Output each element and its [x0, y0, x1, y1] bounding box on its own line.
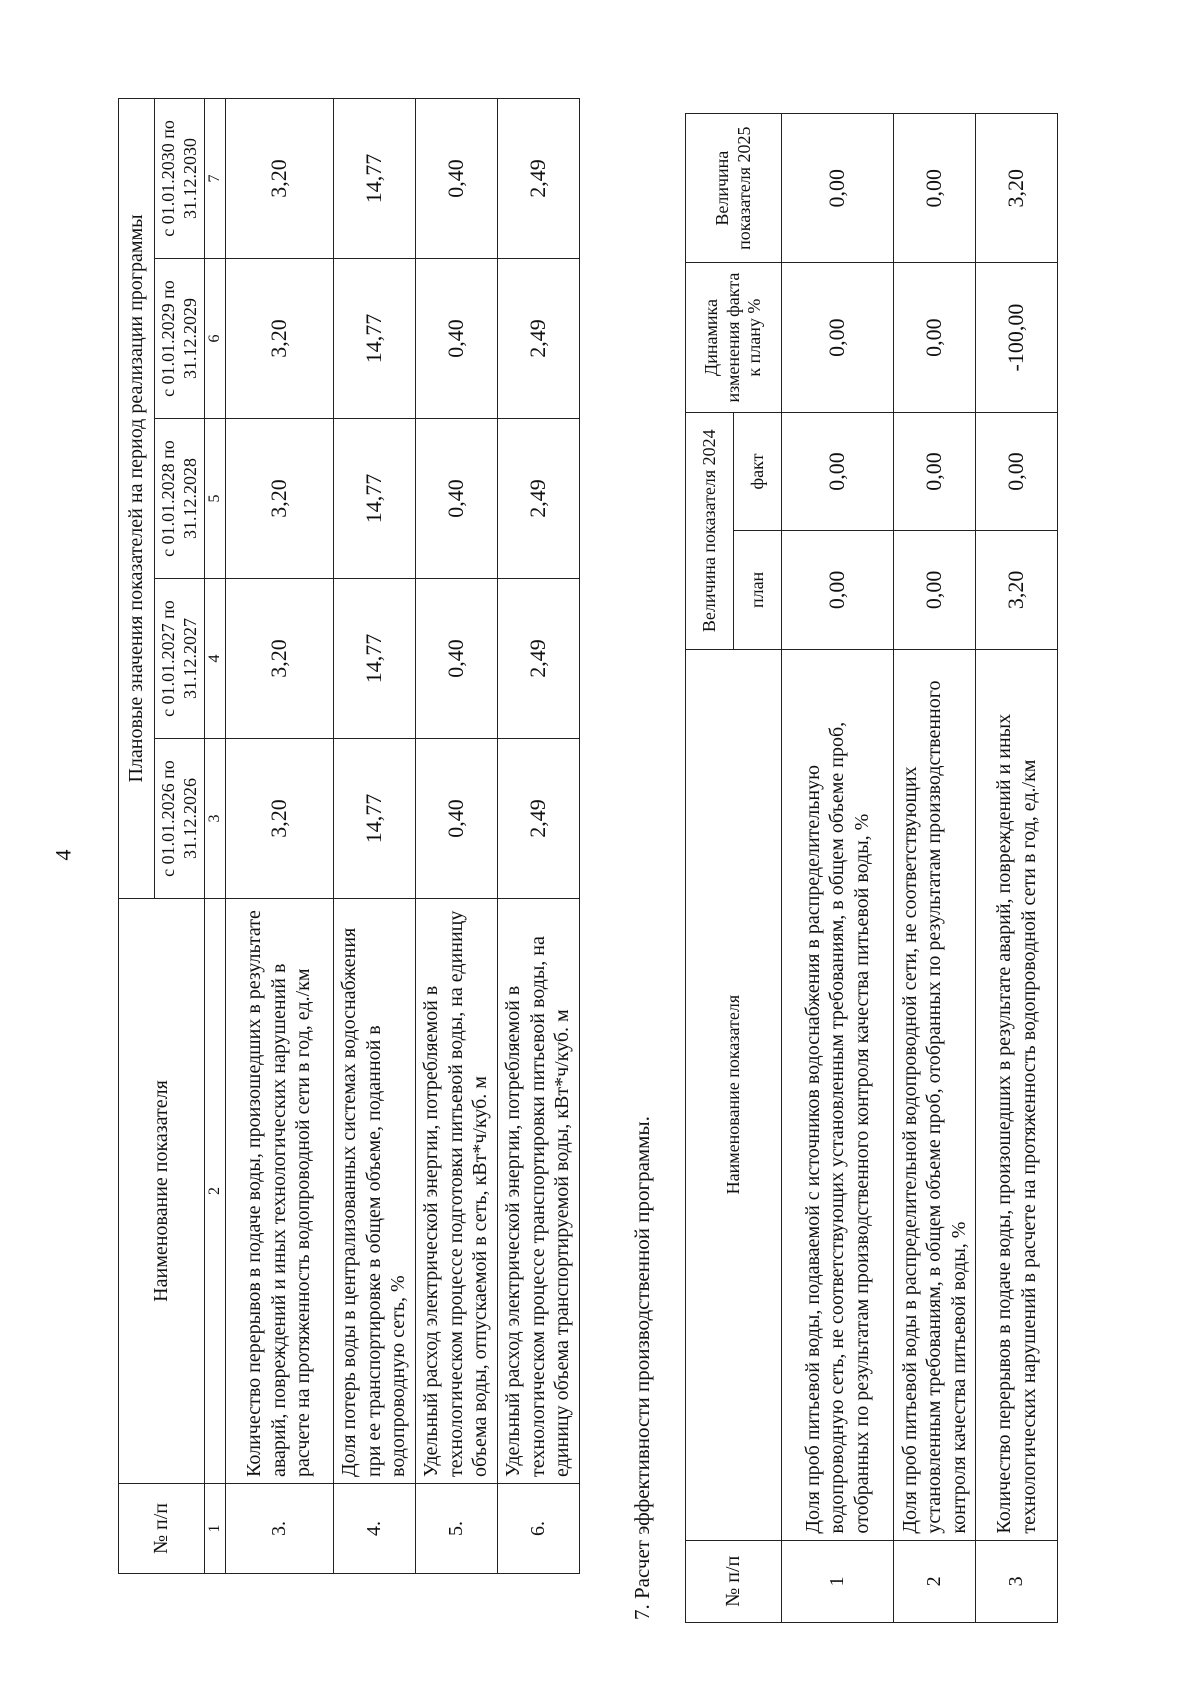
page-number: 4 [50, 849, 76, 861]
row-name: Удельный расход электрической энергии, потребляемой в технологическом процессе транспортировки питьевой воды, на единицу объема транспортируемой воды, кВт*ч/куб. м [497, 899, 579, 1484]
row-fact: 0,00 [976, 412, 1058, 530]
row-name: Доля потерь воды в централизованных системах водоснабжения при ее транспортировке в общем объеме, поданной в водопроводную сеть, % [333, 899, 415, 1484]
row-plan: 0,00 [894, 531, 976, 649]
row-value: 14,77 [333, 259, 415, 419]
index-cell: 3 [205, 739, 226, 899]
header-name: Наименование показателя [686, 649, 782, 1540]
row-fact: 0,00 [894, 412, 976, 530]
row-value: 14,77 [333, 739, 415, 899]
row-value: 2,49 [497, 98, 579, 258]
row-name: Доля проб питьевой воды, подаваемой с источников водоснабжения в распределительную водопроводную сеть, не соответствующих установленным требованиям, в общем объеме проб, отобранных по результатам производственного контроля качества питьевой воды, % [782, 649, 894, 1540]
table-row [415, 98, 497, 1573]
header-period: с 01.01.2030 по 31.12.2030 [155, 98, 205, 258]
row-value: 14,77 [333, 98, 415, 258]
index-cell: 4 [205, 579, 226, 739]
row-value: 0,40 [415, 739, 497, 899]
row-name: Количество перерывов в подаче воды, произошедших в результате аварий, повреждений и иных технологических нарушений в расчете на протяженность водопроводной сети в год, ед./км [225, 899, 333, 1484]
table-row [333, 98, 415, 1573]
header-2024-group: Величина показателя 2024 [686, 412, 734, 649]
row-fact: 0,00 [782, 412, 894, 530]
row-value: 14,77 [333, 419, 415, 579]
row-name: Доля проб питьевой воды в распределительной водопроводной сети, не соответствующих установленным требованиям, в общем объеме проб, отобранных по результатам производственного контроля качества питьевой воды, % [894, 649, 976, 1540]
header-2025: Величина показателя 2025 [686, 114, 782, 263]
row-value: 2,49 [497, 579, 579, 739]
table-row [497, 98, 579, 1573]
table-row [225, 98, 333, 1573]
section-7-title: 7. Расчет эффективности производственной программы. [630, 1116, 654, 1620]
table-row [976, 114, 1058, 1623]
table-row [782, 114, 894, 1623]
row-name: Удельный расход электрической энергии, потребляемой в технологическом процессе подготовки питьевой воды, на единицу объема воды, отпускаемой в сеть, кВт*ч/куб. м [415, 899, 497, 1484]
header-plan: план [734, 531, 782, 649]
row-value-2025: 3,20 [976, 114, 1058, 263]
header-plan-group: Плановые значения показателей на период реализации программы [119, 98, 155, 898]
header-num: № п/п [119, 1484, 205, 1574]
header-name: Наименование показателя [119, 899, 205, 1484]
row-value: 2,49 [497, 739, 579, 899]
row-value: 0,40 [415, 579, 497, 739]
row-value-2025: 0,00 [782, 114, 894, 263]
row-num: 1 [782, 1540, 894, 1622]
row-dynamics: -100,00 [976, 263, 1058, 412]
header-period: с 01.01.2027 по 31.12.2027 [155, 579, 205, 739]
plan-values-table [118, 98, 580, 1574]
row-value: 3,20 [225, 419, 333, 579]
header-period: с 01.01.2028 по 31.12.2028 [155, 419, 205, 579]
header-period: с 01.01.2026 по 31.12.2026 [155, 739, 205, 899]
row-plan: 3,20 [976, 531, 1058, 649]
row-plan: 0,00 [782, 531, 894, 649]
header-dynamics: Динамика изменения факта к плану % [686, 263, 782, 412]
row-value: 2,49 [497, 259, 579, 419]
row-num: 5. [415, 1484, 497, 1574]
row-value: 2,49 [497, 419, 579, 579]
row-num: 4. [333, 1484, 415, 1574]
efficiency-table-wrapper [685, 113, 1058, 1623]
row-num: 3. [225, 1484, 333, 1574]
row-name: Количество перерывов в подаче воды, произошедших в результате аварий, повреждений и иных технологических нарушений в расчете на протяженность водопроводной сети в год, ед./км [976, 649, 1058, 1540]
row-dynamics: 0,00 [782, 263, 894, 412]
row-dynamics: 0,00 [894, 263, 976, 412]
header-fact: факт [734, 412, 782, 530]
plan-values-table-wrapper [118, 99, 580, 1574]
row-num: 2 [894, 1540, 976, 1622]
row-value: 0,40 [415, 419, 497, 579]
row-value: 3,20 [225, 259, 333, 419]
index-cell: 7 [205, 98, 226, 258]
row-value: 14,77 [333, 579, 415, 739]
index-cell: 2 [205, 899, 226, 1484]
efficiency-table [685, 113, 1058, 1623]
index-cell: 1 [205, 1484, 226, 1574]
row-value: 0,40 [415, 98, 497, 258]
row-num: 3 [976, 1540, 1058, 1622]
row-num: 6. [497, 1484, 579, 1574]
index-cell: 6 [205, 259, 226, 419]
header-num: № п/п [686, 1540, 782, 1622]
header-period: с 01.01.2029 по 31.12.2029 [155, 259, 205, 419]
row-value: 0,40 [415, 259, 497, 419]
row-value: 3,20 [225, 579, 333, 739]
row-value-2025: 0,00 [894, 114, 976, 263]
row-value: 3,20 [225, 739, 333, 899]
row-value: 3,20 [225, 98, 333, 258]
index-cell: 5 [205, 419, 226, 579]
table-row [894, 114, 976, 1623]
